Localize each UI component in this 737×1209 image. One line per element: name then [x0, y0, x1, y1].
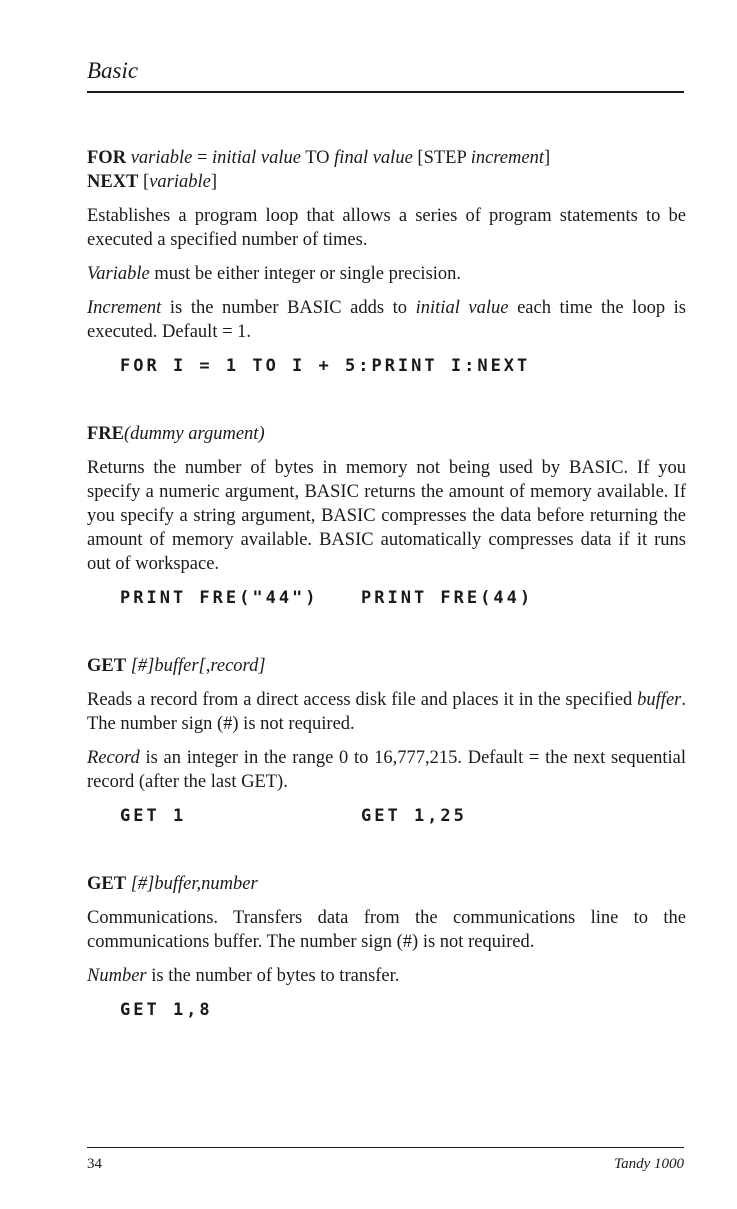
header-divider: [87, 91, 684, 93]
get-record-desc-text2: . The number sign (#) is not required.: [87, 690, 686, 734]
get-number-description: Communications. Transfers data from the communications line to the communications buffer. The number sign (#) is not required.: [87, 908, 686, 952]
page-header-title: Basic: [87, 58, 139, 83]
entry-fre: [87, 422, 686, 610]
fre-examples: [120, 586, 686, 610]
syntax-fre-arg: (dummy argument): [124, 424, 265, 444]
syntax-for: [87, 146, 686, 170]
syntax-next: [87, 170, 686, 194]
syntax-next-variable: variable: [149, 172, 211, 192]
syntax-increment: increment: [470, 148, 544, 168]
syntax-step: [STEP: [412, 148, 471, 168]
syntax-fre: [87, 422, 686, 446]
page-number: 34: [87, 1156, 102, 1172]
syntax-next-close: ]: [210, 172, 218, 192]
get-record-example2: GET 1,25: [361, 806, 467, 826]
for-example-code: FOR I = 1 TO I + 5:PRINT I:NEXT: [120, 356, 531, 376]
syntax-final-value: final value: [334, 148, 413, 168]
entry-for-next: [87, 146, 686, 378]
syntax-get-record-args: [#]buffer[,record]: [126, 656, 266, 676]
for-description: Establishes a program loop that allows a series of program statements to be executed a specified number of times.: [87, 206, 686, 250]
syntax-get-number: [87, 872, 686, 896]
for-variable-text: must be either integer or single precision.: [149, 264, 462, 284]
get-record-example1: GET 1: [120, 806, 187, 826]
syntax-to: TO: [300, 148, 335, 168]
get-record-term: Record: [87, 748, 140, 768]
syntax-equals: =: [192, 148, 213, 168]
keyword-get: GET: [87, 656, 127, 676]
keyword-fre: FRE: [87, 424, 124, 444]
get-record-note-text: is an integer in the range 0 to 16,777,215. Default = the next sequential record (after the last GET).: [87, 748, 686, 792]
get-number-example: GET 1,8: [120, 1000, 213, 1020]
syntax-step-close: ]: [543, 148, 551, 168]
page-content: [87, 146, 686, 1048]
keyword-for: FOR: [87, 148, 127, 168]
syntax-get-number-args: [#]buffer,number: [126, 874, 258, 894]
syntax-initial-value: initial value: [212, 148, 301, 168]
get-record-desc-text1: Reads a record from a direct access disk file and places it in the specified: [87, 690, 638, 710]
syntax-variable: variable: [130, 148, 193, 168]
syntax-get-record: [87, 654, 686, 678]
get-record-note: [87, 746, 686, 794]
get-number-note: [87, 964, 686, 988]
get-number-note-text: is the number of bytes to transfer.: [146, 966, 400, 986]
for-increment-term: Increment: [87, 298, 162, 318]
for-variable-term: Variable: [87, 264, 150, 284]
get-record-buffer-term: buffer: [637, 690, 682, 710]
keyword-next: NEXT: [87, 172, 139, 192]
for-increment-term2: initial value: [415, 298, 509, 318]
fre-description: Returns the number of bytes in memory not being used by BASIC. If you specify a numeric argument, BASIC returns the amount of memory available. If you specify a string argument, BASIC compresses the data before returning the amount of memory available. BASIC automatically compresses data if it runs out of workspace.: [87, 458, 686, 574]
entry-get-record: [87, 654, 686, 828]
for-variable-note: [87, 262, 686, 286]
footer-book-title: Tandy 1000: [614, 1156, 684, 1172]
fre-example-string: PRINT FRE("44"): [120, 588, 319, 608]
for-increment-text2: each time the loop is executed. Default = 1.: [87, 298, 686, 342]
for-increment-note: [87, 296, 686, 344]
get-record-description: [87, 688, 686, 736]
fre-example-numeric: PRINT FRE(44): [361, 588, 534, 608]
get-record-examples: [120, 804, 686, 828]
keyword-get-comm: GET: [87, 874, 127, 894]
footer-divider: [87, 1147, 684, 1148]
syntax-next-open: [: [138, 172, 150, 192]
entry-get-number: [87, 872, 686, 1022]
for-increment-text1: is the number BASIC adds to: [161, 298, 416, 318]
get-number-term: Number: [87, 966, 147, 986]
